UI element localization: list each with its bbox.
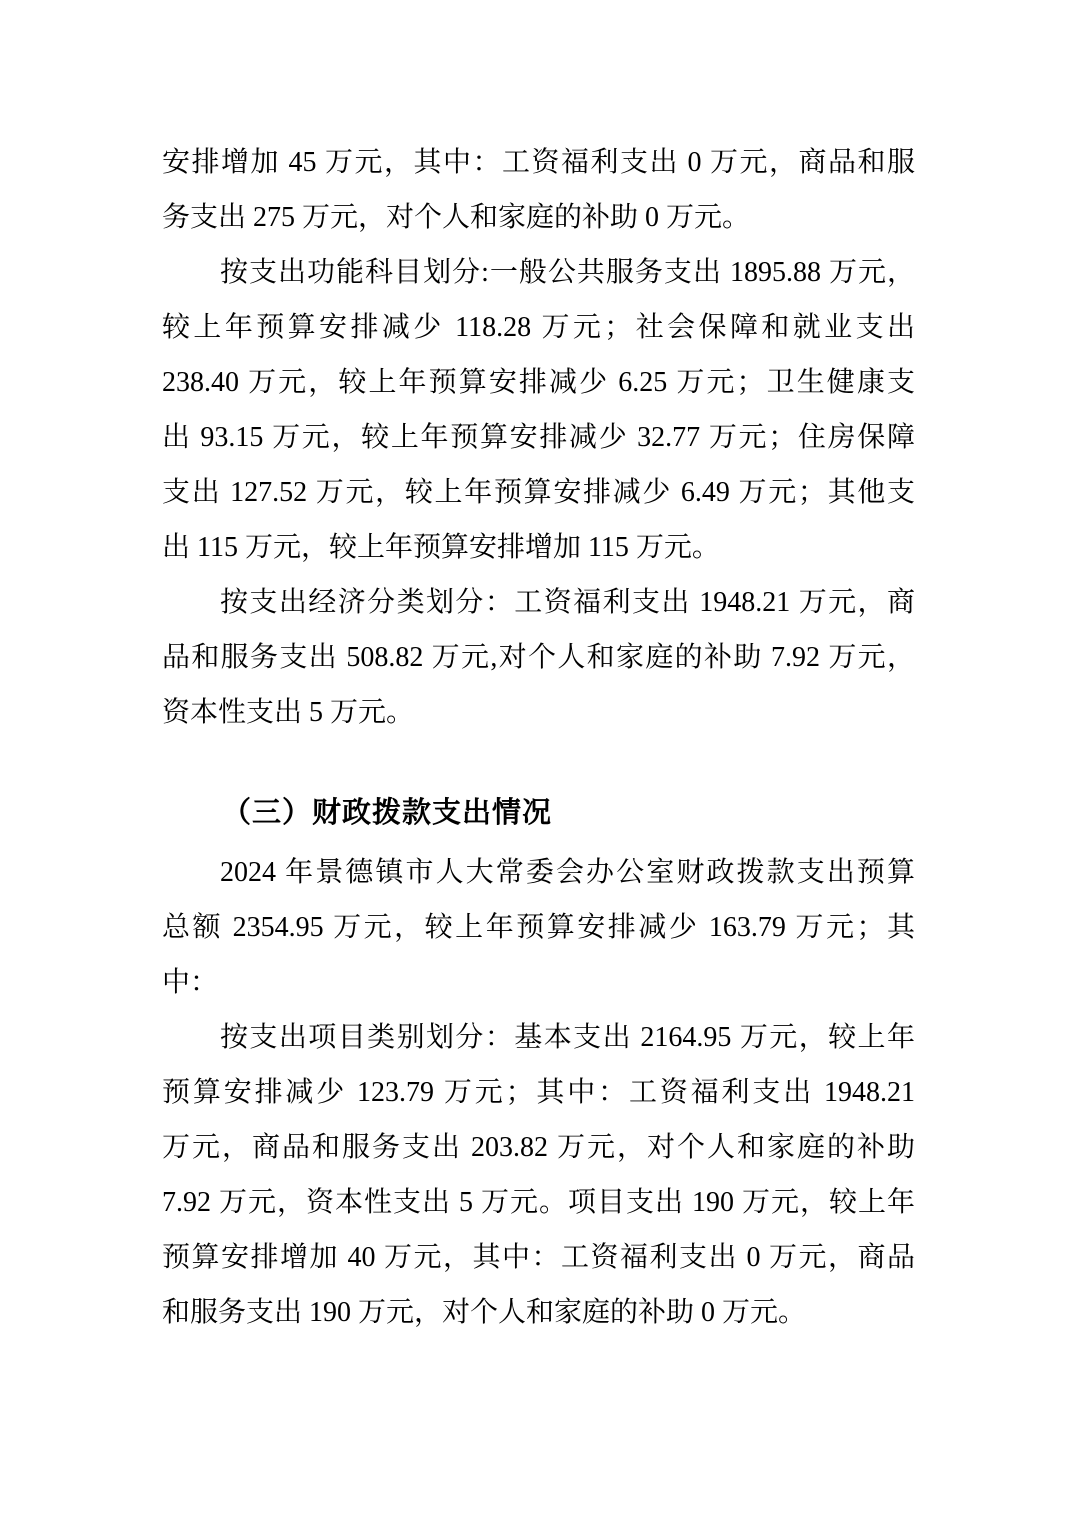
document-body [162,135,915,1340]
text-line: 按支出功能科目划分:一般公共服务支出 1895.88 万元， [220,257,915,288]
text-line: 按支出经济分类划分：工资福利支出 1948.21 万元，商 [220,587,915,618]
text-line: 和服务支出 190 万元，对个人和家庭的补助 0 万元。 [162,1297,807,1328]
text-line: 238.40 万元，较上年预算安排减少 6.25 万元；卫生健康支 [162,367,915,398]
text-line: 出 115 万元，较上年预算安排增加 115 万元。 [162,532,720,563]
text-line: 预算安排减少 123.79 万元；其中：工资福利支出 1948.21 [162,1077,915,1108]
text-line: 较上年预算安排减少 118.28 万元；社会保障和就业支出 [162,312,915,343]
text-line: 总额 2354.95 万元，较上年预算安排减少 163.79 万元；其 [162,912,915,943]
text-line: 预算安排增加 40 万元，其中：工资福利支出 0 万元，商品 [162,1242,915,1273]
text-line: 按支出项目类别划分：基本支出 2164.95 万元，较上年 [220,1022,915,1053]
text-line: 安排增加 45 万元，其中：工资福利支出 0 万元，商品和服 [162,147,915,178]
text-line: 中： [162,967,219,998]
text-line: 资本性支出 5 万元。 [162,697,415,728]
text-line: 2024 年景德镇市人大常委会办公室财政拨款支出预算 [220,857,915,888]
text-line: 万元，商品和服务支出 203.82 万元，对个人和家庭的补助 [162,1132,915,1163]
text-line: 出 93.15 万元，较上年预算安排减少 32.77 万元；住房保障 [162,422,915,453]
text-line: 品和服务支出 508.82 万元,对个人和家庭的补助 7.92 万元， [162,642,915,673]
text-line: 支出 127.52 万元，较上年预算安排减少 6.49 万元；其他支 [162,477,915,508]
section-heading: （三）财政拨款支出情况 [222,797,553,829]
text-line: 7.92 万元，资本性支出 5 万元。项目支出 190 万元，较上年 [162,1187,915,1218]
text-line: 务支出 275 万元，对个人和家庭的补助 0 万元。 [162,202,751,233]
